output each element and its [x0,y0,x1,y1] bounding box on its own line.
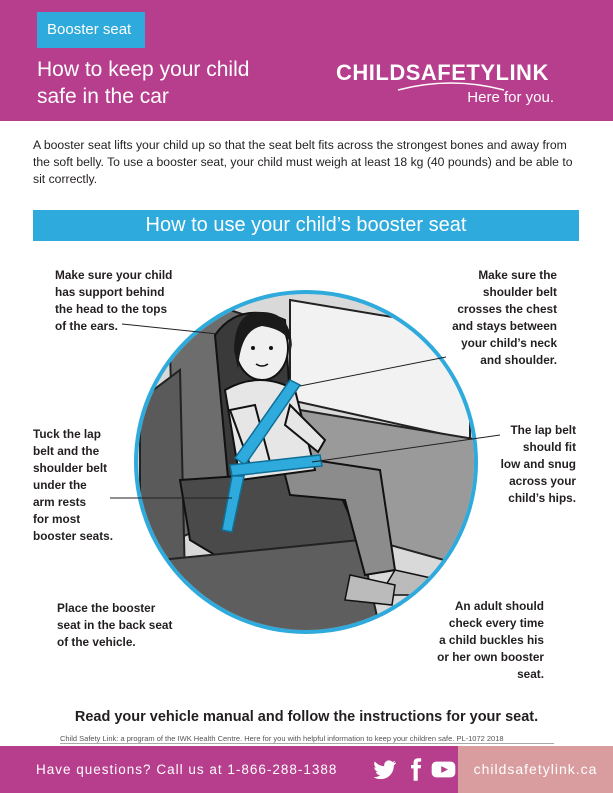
facebook-icon[interactable] [402,756,429,783]
credit-line: Child Safety Link: a program of the IWK Health Centre. Here for you with helpful information to keep your children safe. PL-1072 2018 [60,734,504,743]
callout-line: Tuck the lap [33,427,101,441]
callout-line: and stays between [452,319,557,333]
youtube-icon[interactable] [430,756,457,783]
phone-contact[interactable]: Have questions? Call us at 1-866-288-1388 [36,762,338,777]
callout-shoulder-belt [445,267,557,369]
callout-line: of the ears. [55,319,118,333]
callout-adult-check [420,598,544,683]
callout-line: under the [33,478,87,492]
callout-line: Make sure the [478,268,557,282]
callout-tuck-belt [33,426,113,545]
website-box [458,746,613,793]
callout-line: check every time [448,616,544,630]
brand-name: CHILDSAFETYLINK [336,60,549,85]
page-title-line-2: safe in the car [37,85,169,108]
callout-line: crosses the chest [457,302,557,316]
website-link[interactable]: childsafetylink.ca [473,761,598,777]
callout-lap-belt [488,422,576,507]
callout-line: child’s hips. [508,491,576,505]
callout-line: Make sure your child [55,268,173,282]
callout-line: low and snug [500,457,576,471]
booster-seat-illustration [0,240,613,710]
callout-line: should fit [522,440,576,454]
callout-line: arm rests [33,495,87,509]
twitter-icon[interactable] [371,756,398,783]
callout-line: across your [509,474,576,488]
callout-line: has support behind [55,285,165,299]
contact-bar [0,746,613,793]
intro-paragraph: A booster seat lifts your child up so that the seat belt fits across the strongest bones and away from the soft belly. To use a booster seat, your child must weigh at least 18 kg (40 pounds) and be able to sit correctly. [33,138,573,186]
callout-line: shoulder belt [33,461,108,475]
brand-logo [336,60,566,112]
callout-line: shoulder belt [482,285,557,299]
callout-back-seat [57,600,172,651]
callout-head-support [55,267,172,335]
callout-line: of the vehicle. [57,635,136,649]
callout-line: a child buckles his [439,633,544,647]
callout-line: booster seats. [33,529,113,543]
callout-line: seat. [517,667,544,681]
footer-instruction: Read your vehicle manual and follow the instructions for your seat. [74,709,539,725]
callout-line: The lap belt [510,423,576,437]
header-banner [0,0,613,121]
brand-tagline: Here for you. [467,89,554,106]
callout-line: belt and the [33,444,100,458]
callout-line: the head to the tops [55,302,168,316]
page-title-line-1: How to keep your child [37,58,250,81]
page-title [37,56,297,110]
category-tag: Booster seat [37,12,145,48]
callout-line: for most [33,512,81,526]
callout-line: An adult should [454,599,544,613]
callout-line: and shoulder. [480,353,557,367]
callout-line: seat in the back seat [57,618,173,632]
callout-line: your child’s neck [461,336,557,350]
section-title: How to use your child’s booster seat [33,210,579,241]
callout-line: Place the booster [57,601,156,615]
divider [60,743,554,744]
callout-line: or her own booster [437,650,544,664]
